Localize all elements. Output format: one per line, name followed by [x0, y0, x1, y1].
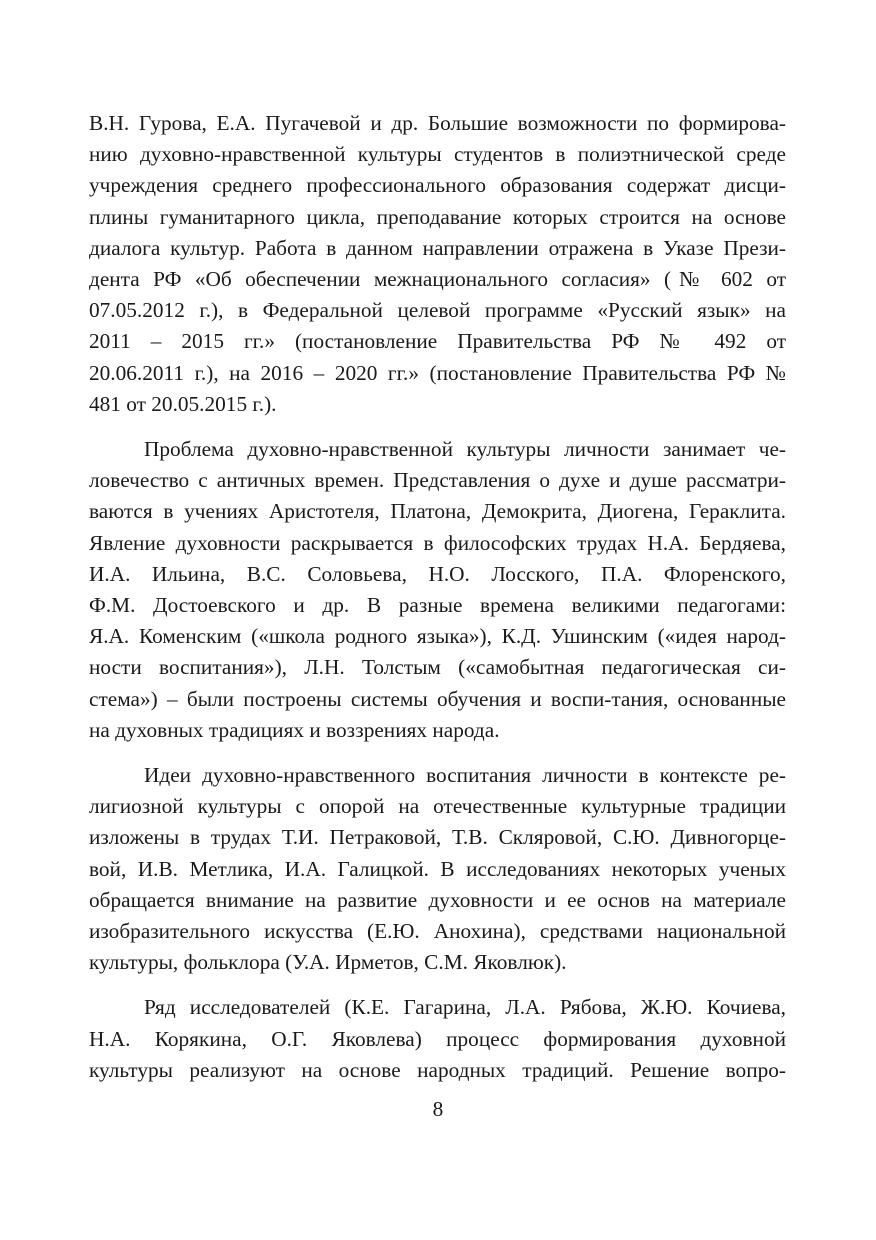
document-body: [89, 108, 786, 1086]
paragraph-4: [89, 992, 786, 1086]
text-line: диалога культур. Работа в данном направлении отражена в Указе Прези-: [89, 235, 786, 260]
text-line: изобразительного искусства (Е.Ю. Анохина), средствами национальной: [89, 919, 786, 944]
text-line: 20.06.2011 г.), на 2016 – 2020 гг.» (постановление Правительства РФ №: [89, 360, 786, 385]
text-line: 07.05.2012 г.), в Федеральной целевой программе «Русский язык» на: [89, 298, 786, 323]
text-line: ности воспитания»), Л.Н. Толстым («самобытная педагогическая си-: [89, 655, 786, 680]
text-line: В.Н. Гурова, Е.А. Пугачевой и др. Большие возможности по формирова-: [89, 111, 786, 135]
text-line: изложены в трудах Т.И. Петраковой, Т.В. Скляровой, С.Ю. Дивногорце-: [89, 825, 786, 850]
text-line: ваются в учениях Аристотеля, Платона, Демокрита, Диогена, Гераклита.: [89, 499, 786, 524]
text-line: Ф.М. Достоевского и др. В разные времена великими педагогами:: [89, 593, 786, 618]
paragraph-3: [89, 760, 786, 978]
text-line: учреждения среднего профессионального образования содержат дисци-: [89, 173, 786, 198]
text-line: на духовных традициях и воззрениях народа.: [89, 717, 500, 742]
text-line: культуры реализуют на основе народных традиций. Решение вопро-: [89, 1057, 786, 1082]
paragraph-2: [89, 434, 786, 746]
text-line: Ряд исследователей (К.Е. Гагарина, Л.А. Рябова, Ж.Ю. Кочиева,: [144, 995, 786, 1020]
text-line: 481 от 20.05.2015 г.).: [89, 391, 277, 416]
text-line: лигиозной культуры с опорой на отечественные культурные традиции: [89, 794, 786, 819]
page-number: 8: [432, 1097, 444, 1121]
text-line: 2011 – 2015 гг.» (постановление Правительства РФ № 492 от: [89, 329, 786, 354]
paragraph-1: [89, 108, 786, 420]
text-line: вой, И.В. Метлика, И.А. Галицкой. В исследованиях некоторых ученых: [89, 856, 786, 881]
text-line: Я.А. Коменским («школа родного языка»), К.Д. Ушинским («идея народ-: [89, 624, 786, 649]
text-line: Н.А. Корякина, О.Г. Яковлева) процесс формирования духовной: [89, 1026, 786, 1051]
text-line: культуры, фольклора (У.А. Ирметов, С.М. Яковлюк).: [89, 950, 567, 975]
text-line: Идеи духовно-нравственного воспитания личности в контексте ре-: [144, 763, 786, 788]
text-line: обращается внимание на развитие духовности и ее основ на материале: [89, 887, 786, 912]
text-line: нию духовно-нравственной культуры студентов в полиэтнической среде: [89, 142, 786, 167]
text-line: Проблема духовно-нравственной культуры личности занимает че-: [144, 437, 786, 462]
text-line: ловечество с античных времен. Представления о духе и душе рассматри-: [89, 468, 786, 493]
text-line: Явление духовности раскрывается в философских трудах Н.А. Бердяева,: [89, 530, 786, 555]
text-line: дента РФ «Об обеспечении межнационального согласия» (№ 602 от: [89, 267, 786, 292]
text-line: плины гуманитарного цикла, преподавание которых строится на основе: [89, 204, 786, 229]
text-line: И.А. Ильина, В.С. Соловьева, Н.О. Лосского, П.А. Флоренского,: [89, 561, 786, 586]
text-line: стема») – были построены системы обучения и воспи-тания, основанные: [89, 686, 786, 711]
